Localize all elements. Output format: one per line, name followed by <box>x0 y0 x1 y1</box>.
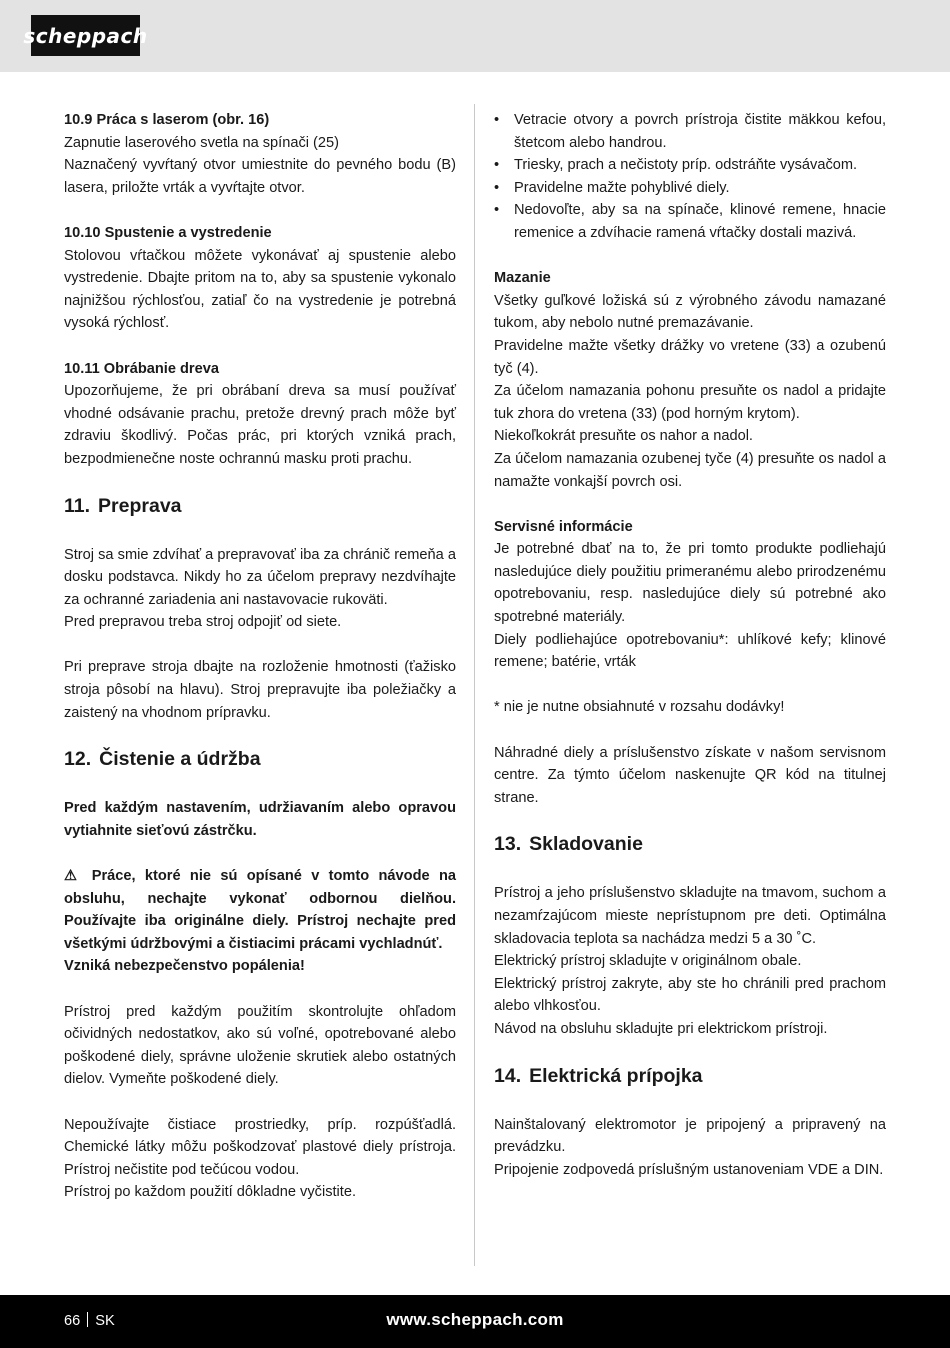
right-column <box>494 109 886 1181</box>
paragraph: Naznačený vyvŕtaný otvor umiestnite do pevného bodu (B) lasera, priložte vrták a vyvŕtajte otvor. <box>64 157 456 196</box>
paragraph: Stolovou vŕtačkou môžete vykonávať aj spustenie alebo vystredenie. Dbajte pritom na to, aby sa spustenie vykonalo najnižšou rýchlosťou, zatiaľ čo na vystredenie je potrebná vysoká rýchlosť. <box>64 247 456 332</box>
page-footer <box>0 1295 950 1348</box>
website-link[interactable]: www.scheppach.com <box>386 1310 564 1329</box>
paragraph: Pripojenie zodpovedá príslušným ustanoveniam VDE a DIN. <box>494 1161 884 1178</box>
column-divider <box>474 104 475 1266</box>
section-13-heading: 13. Skladovanie <box>494 833 643 856</box>
paragraph: Niekoľkokrát presuňte os nahor a nadol. <box>494 428 753 445</box>
paragraph: Stroj sa smie zdvíhať a prepravovať iba za chránič remeňa a dosku podstavca. Nikdy ho za účelom prepravy nezdvíhajte za ochranné zariadenia ani nastavovacie rukoväti. <box>64 546 456 608</box>
servis-title: Servisné informácie <box>494 518 633 535</box>
warning-icon: ⚠ <box>64 868 83 885</box>
paragraph: Nepoužívajte čistiace prostriedky, príp. rozpúšťadlá. Chemické látky môžu poškodzovať plastové diely prístroja. Prístroj nečistite pod tečúcou vodou. <box>64 1116 456 1178</box>
paragraph: Prístroj po každom použití dôkladne vyčistite. <box>64 1184 357 1201</box>
section-10-10 <box>64 222 456 335</box>
cleaning-bullet-list <box>494 109 886 245</box>
paragraph: Za účelom namazania pohonu presuňte os nadol a pridajte tuk zhora do vretena (33) (pod horným krytom). <box>494 383 886 422</box>
paragraph: Všetky guľkové ložiská sú z výrobného závodu namazané tukom, aby nebolo nutné premazávanie. <box>494 292 886 332</box>
burn-warning: Vzniká nebezpečenstvo popálenia! <box>64 958 305 975</box>
paragraph: Pri preprave stroja dbajte na rozloženie hmotnosti (ťažisko stroja pôsobí na hlavu). Stroj prepravujte iba poležiačky a zaistený na vhodnom prípravku. <box>64 659 456 721</box>
left-column <box>64 109 456 1204</box>
section-10-10-title: 10.10 Spustenie a vystredenie <box>64 224 272 241</box>
paragraph: Elektrický prístroj zakryte, aby ste ho chránili pred prachom alebo vlhkosťou. <box>494 975 886 1015</box>
paragraph: Nainštalovaný elektromotor je pripojený a pripravený na prevádzku. <box>494 1116 886 1156</box>
unplug-notice: Pred každým nastavením, udržiavaním alebo opravou vytiahnite sieťovú zástrčku. <box>64 800 456 839</box>
mazanie-title: Mazanie <box>494 270 551 287</box>
paragraph: Návod na obsluhu skladujte pri elektrickom prístroji. <box>494 1020 828 1037</box>
paragraph: Zapnutie laserového svetla na spínači (25) <box>64 134 340 151</box>
scheppach-logo: scheppach <box>31 15 140 56</box>
paragraph: Prístroj pred každým použitím skontrolujte ohľadom očividných nedostatkov, ako sú voľné, opotrebované alebo poškodené diely, správne uloženie skrutiek alebo ostatných dielov. Vymeňte poškodené diely. <box>64 1003 456 1088</box>
section-10-11 <box>64 358 456 471</box>
section-12-heading: 12. Čistenie a údržba <box>64 748 261 771</box>
paragraph: Je potrebné dbať na to, že pri tomto produkte podliehajú nasledujúce diely použitiu primeranému alebo prirodzenému opotrebovaniu, resp. nasledujúce diely sú potrebné ako spotrebné materiály. <box>494 541 886 626</box>
paragraph: Za účelom namazania ozubenej tyče (4) presuňte os nadol a namažte vonkajší povrch osi. <box>494 450 886 490</box>
section-10-11-title: 10.11 Obrábanie dreva <box>64 360 219 377</box>
page-number: 66 SK <box>64 1313 115 1329</box>
footnote: * nie je nutne obsiahnuté v rozsahu dodávky! <box>494 699 785 716</box>
section-11-heading: 11. Preprava <box>64 494 182 517</box>
page-header <box>0 0 950 72</box>
paragraph: Elektrický prístroj skladujte v originálnom obale. <box>494 953 802 970</box>
paragraph: Pred prepravou treba stroj odpojiť od siete. <box>64 614 342 631</box>
list-item: • Triesky, prach a nečistoty príp. odstráňte vysávačom. <box>494 154 886 177</box>
paragraph: Upozorňujeme, že pri obrábaní dreva sa musí používať vhodné odsávanie prachu, pretože drevný prach môže byť zdraviu škodlivý. Počas prác, pri ktorých vzniká prach, bezpodmienečne noste ochrannú masku proti prachu. <box>64 383 456 467</box>
section-10-9 <box>64 109 456 199</box>
section-10-9-title: 10.9 Práca s laserom (obr. 16) <box>64 112 270 128</box>
list-item: • Vetracie otvory a povrch prístroja čistite mäkkou kefou, štetcom alebo handrou. <box>494 109 886 154</box>
paragraph: Pravidelne mažte všetky drážky vo vretene (33) a ozubenú tyč (4). <box>494 337 886 377</box>
list-item: • Pravidelne mažte pohyblivé diely. <box>494 177 886 200</box>
list-item: • Nedovoľte, aby sa na spínače, klinové remene, hnacie remenice a zdvíhacie ramená vŕtačky dostali mazivá. <box>494 199 886 244</box>
paragraph: Prístroj a jeho príslušenstvo skladujte na tmavom, suchom a nezamŕzajúcom mieste neprístupnom pre deti. Optimálna skladovacia teplota sa nachádza medzi 5 a 30 ˚C. <box>494 885 886 947</box>
warning-text: ⚠ Práce, ktoré nie sú opísané v tomto návode na obsluhu, nechajte vykonať odbornou dielňou. Používajte iba originálne diely. Prístroj nechajte pred všetkými údržbovými a čistiacimi prácami vychladnúť. <box>64 868 456 952</box>
section-14-heading: 14. Elektrická prípojka <box>494 1064 703 1087</box>
paragraph: Diely podliehajúce opotrebovaniu*: uhlíkové kefy; klinové remene; batérie, vrták <box>494 631 886 671</box>
paragraph: Náhradné diely a príslušenstvo získate v našom servisnom centre. Za týmto účelom naskenujte QR kód na titulnej strane. <box>494 744 886 806</box>
